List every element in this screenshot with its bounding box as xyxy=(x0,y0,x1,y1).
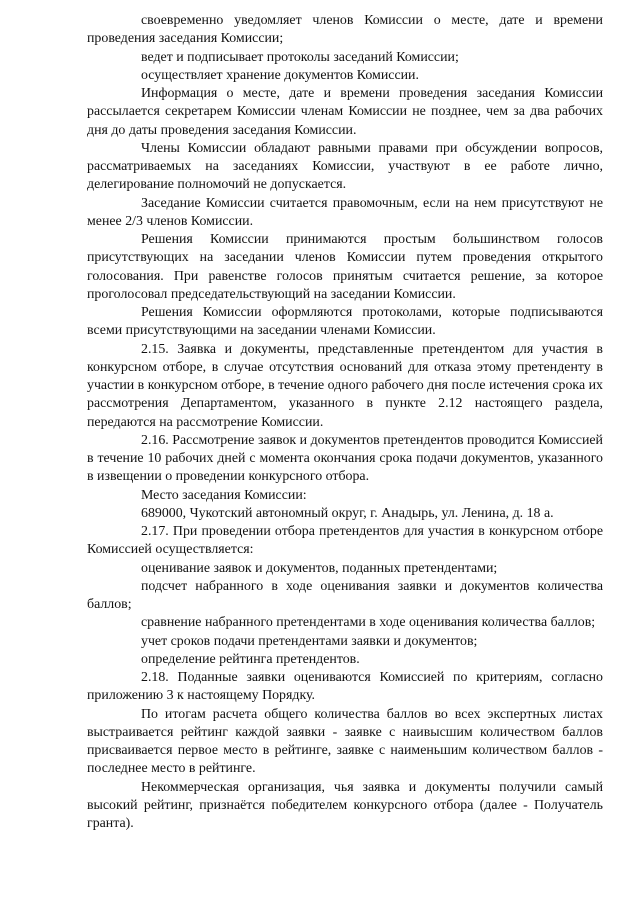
paragraph-decisions-protocols: Решения Комиссии оформляются протоколами, которые подписываются всеми присутствующими на заседании членами Комиссии. xyxy=(87,305,603,339)
paragraph-2-15: 2.15. Заявка и документы, представленные претендентом для участия в конкурсном отборе, в случае отсутствия оснований для отказа этому претенденту в участии в конкурсном отборе, в течение одного рабочего дня после истечения срока их рассмотрения Департаментом, указанного в пункте 2.12 настоящего раздела, передаются на рассмотрение Комиссии. xyxy=(87,341,603,430)
paragraph-storage: осуществляет хранение документов Комиссии. xyxy=(141,67,419,83)
paragraph-protocols: ведет и подписывает протоколы заседаний Комиссии; xyxy=(141,49,459,65)
paragraph-rating: определение рейтинга претендентов. xyxy=(141,651,360,667)
document-page xyxy=(87,12,603,833)
paragraph-notify: своевременно уведомляет членов Комиссии о месте, дате и времени проведения заседания Комиссии; xyxy=(87,13,603,47)
paragraph-2-17: 2.17. При проведении отбора претендентов для участия в конкурсном отборе Комиссией осуществляется: xyxy=(87,524,603,558)
paragraph-meeting-place: Место заседания Комиссии: xyxy=(141,487,307,503)
paragraph-deadlines: учет сроков подачи претендентами заявки и документов; xyxy=(141,633,478,649)
paragraph-evaluation: оценивание заявок и документов, поданных претендентами; xyxy=(141,560,498,576)
paragraph-winner: Некоммерческая организация, чья заявка и документы получили самый высокий рейтинг, признаётся победителем конкурсного отбора (далее - Получатель гранта). xyxy=(87,779,603,831)
paragraph-address: 689000, Чукотский автономный округ, г. Анадырь, ул. Ленина, д. 18 а. xyxy=(141,505,554,521)
paragraph-decisions: Решения Комиссии принимаются простым большинством голосов присутствующих на заседании членов Комиссии путем проведения открытого голосования. При равенстве голосов принятым считается решение, за которое проголосовал председательствующий на заседании Комиссии. xyxy=(87,232,603,302)
paragraph-info: Информация о месте, дате и времени проведения заседания Комиссии рассылается секретарем Комиссии членам Комиссии не позднее, чем за два рабочих дня до даты проведения заседания Комиссии. xyxy=(87,86,603,138)
paragraph-score-count: подсчет набранного в ходе оценивания заявки и документов количества баллов; xyxy=(87,578,603,612)
paragraph-quorum: Заседание Комиссии считается правомочным, если на нем присутствуют не менее 2/3 членов Комиссии. xyxy=(87,195,603,229)
paragraph-2-16: 2.16. Рассмотрение заявок и документов претендентов проводится Комиссией в течение 10 рабочих дней с момента окончания срока подачи документов, указанного в извещении о проведении конкурсного отбора. xyxy=(87,432,603,485)
paragraph-2-18: 2.18. Поданные заявки оцениваются Комиссией по критериям, согласно приложению 3 к настоящему Порядку. xyxy=(87,670,603,704)
paragraph-results: По итогам расчета общего количества баллов во всех экспертных листах выстраивается рейтинг каждой заявки - заявке с наивысшим количеством баллов присваивается первое место в рейтинге, заявке с наименьшим количеством баллов - последнее место в рейтинге. xyxy=(87,706,603,777)
paragraph-score-compare: сравнение набранного претендентами в ходе оценивания количества баллов; xyxy=(141,615,596,631)
paragraph-members: Члены Комиссии обладают равными правами при обсуждении вопросов, рассматриваемых на заседаниях Комиссии, участвуют в ее работе лично, делегирование полномочий не допускается. xyxy=(87,140,603,193)
